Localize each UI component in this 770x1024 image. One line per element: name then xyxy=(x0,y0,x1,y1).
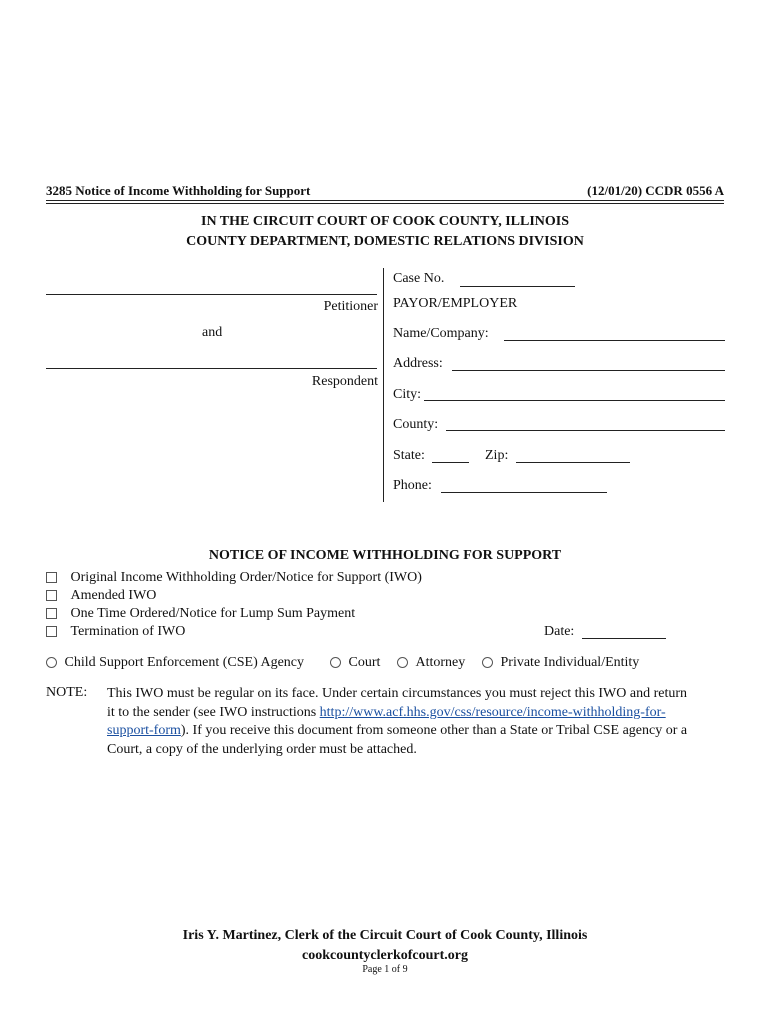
note-label: NOTE: xyxy=(46,685,88,700)
radio-label: Attorney xyxy=(415,655,466,670)
form-code: (12/01/20) CCDR 0556 A xyxy=(587,183,724,198)
iwo-instructions-link[interactable]: http://www.acf.hhs.gov/css/resource/income-withholding-for- xyxy=(319,704,666,720)
radio-court[interactable] xyxy=(330,655,380,671)
checkbox-icon[interactable] xyxy=(46,608,57,619)
radio-label: Private Individual/Entity xyxy=(500,655,640,670)
checkbox-label: Amended IWO xyxy=(70,588,157,603)
petitioner-label: Petitioner xyxy=(323,299,378,314)
name-company-label: Name/Company: xyxy=(393,326,489,341)
date-field[interactable] xyxy=(582,638,666,639)
radio-label: Child Support Enforcement (CSE) Agency xyxy=(64,655,305,670)
notice-title: NOTICE OF INCOME WITHHOLDING FOR SUPPORT xyxy=(208,548,562,563)
radio-icon[interactable] xyxy=(482,657,493,668)
date-label: Date: xyxy=(544,624,575,639)
header-rule-2 xyxy=(46,203,724,204)
checkbox-one-time[interactable] xyxy=(46,606,355,622)
checkbox-icon[interactable] xyxy=(46,572,57,583)
and-label: and xyxy=(202,325,223,340)
form-title: 3285 Notice of Income Withholding for Support xyxy=(46,183,311,198)
respondent-label: Respondent xyxy=(311,374,378,389)
radio-icon[interactable] xyxy=(330,657,341,668)
checkbox-label: Original Income Withholding Order/Notice for Support (IWO) xyxy=(70,570,422,585)
court-title-line2: COUNTY DEPARTMENT, DOMESTIC RELATIONS DIVISION xyxy=(186,234,584,249)
respondent-name-line[interactable] xyxy=(46,368,377,369)
note-body xyxy=(107,685,732,759)
address-field[interactable] xyxy=(452,370,725,371)
page-number: Page 1 of 9 xyxy=(362,964,408,975)
county-field[interactable] xyxy=(446,430,725,431)
zip-label: Zip: xyxy=(485,448,509,463)
note-text: it to the sender (see IWO instructions xyxy=(107,704,320,720)
city-field[interactable] xyxy=(424,400,725,401)
address-label: Address: xyxy=(393,356,443,371)
radio-private-entity[interactable] xyxy=(482,655,639,671)
clerk-website[interactable]: cookcountyclerkofcourt.org xyxy=(301,948,469,963)
checkbox-amended-iwo[interactable] xyxy=(46,588,156,604)
note-text: This IWO must be regular on its face. Under certain circumstances you must reject this IWO and return xyxy=(107,686,688,701)
radio-cse-agency[interactable] xyxy=(46,655,304,671)
case-no-label: Case No. xyxy=(393,271,445,286)
radio-attorney[interactable] xyxy=(397,655,465,671)
header-rule-1 xyxy=(46,200,724,201)
state-label: State: xyxy=(393,448,425,463)
city-label: City: xyxy=(393,387,422,402)
petitioner-name-line[interactable] xyxy=(46,294,377,295)
checkbox-icon[interactable] xyxy=(46,590,57,601)
payor-section-label: PAYOR/EMPLOYER xyxy=(393,296,518,311)
note-text: ). If you receive this document from someone other than a State or Tribal CSE agency or a xyxy=(180,723,688,738)
phone-label: Phone: xyxy=(393,478,432,493)
state-field[interactable] xyxy=(432,462,469,463)
phone-field[interactable] xyxy=(441,492,607,493)
name-company-field[interactable] xyxy=(504,340,725,341)
checkbox-label: One Time Ordered/Notice for Lump Sum Payment xyxy=(70,606,356,621)
court-title-line1: IN THE CIRCUIT COURT OF COOK COUNTY, ILLINOIS xyxy=(201,214,569,229)
caption-divider xyxy=(383,268,384,502)
radio-icon[interactable] xyxy=(397,657,408,668)
clerk-name: Iris Y. Martinez, Clerk of the Circuit Court of Cook County, Illinois xyxy=(182,928,588,943)
checkbox-termination[interactable] xyxy=(46,624,185,640)
checkbox-icon[interactable] xyxy=(46,626,57,637)
checkbox-original-iwo[interactable] xyxy=(46,570,422,586)
zip-field[interactable] xyxy=(516,462,630,463)
checkbox-label: Termination of IWO xyxy=(70,624,186,639)
iwo-instructions-link-cont[interactable]: support-form xyxy=(107,723,181,738)
note-text: Court, a copy of the underlying order must be attached. xyxy=(107,741,417,757)
case-no-field[interactable] xyxy=(460,286,575,287)
county-label: County: xyxy=(393,417,439,432)
radio-label: Court xyxy=(348,655,381,670)
radio-icon[interactable] xyxy=(46,657,57,668)
